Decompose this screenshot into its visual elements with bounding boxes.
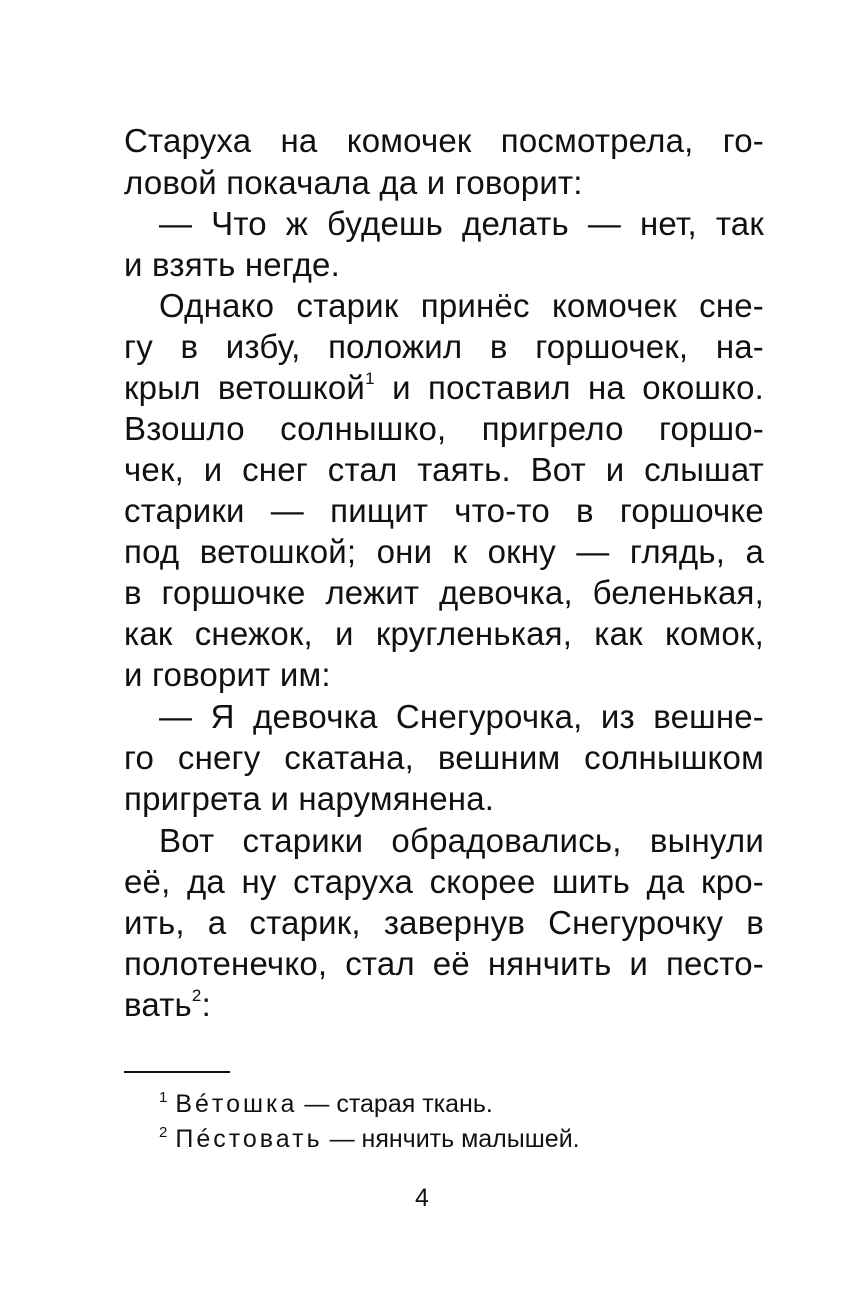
text-line: — Что ж будешь делать — нет, так bbox=[159, 205, 764, 242]
text-line: старики — пищит что-то в горшочке bbox=[124, 492, 764, 529]
text-segment: и поставил на окошко. bbox=[392, 369, 764, 406]
footnote-marker[interactable]: 2 bbox=[191, 986, 202, 1005]
text-line bbox=[124, 367, 764, 409]
text-line: и говорит им: bbox=[124, 656, 331, 693]
page-number: 4 bbox=[415, 1184, 429, 1212]
text-line: гу в избу, положил в горшочек, на- bbox=[124, 328, 764, 365]
footnote-definition: — нянчить малышей. bbox=[329, 1125, 580, 1153]
footnote-term: Пéстовать bbox=[175, 1125, 323, 1153]
text-line: полотенечко, стал её нянчить и песто- bbox=[124, 945, 764, 982]
footnote-number: 1 bbox=[159, 1089, 168, 1106]
text-line: — Я девочка Снегурочка, из вешне- bbox=[159, 698, 764, 735]
footnote-2 bbox=[159, 1117, 580, 1153]
footnote-number: 2 bbox=[159, 1124, 168, 1141]
text-line: в горшочке лежит девочка, беленькая, bbox=[124, 574, 764, 611]
footnote-divider bbox=[124, 1071, 230, 1073]
text-segment: крыл ветошкой bbox=[124, 369, 366, 406]
text-line: как снежок, и кругленькая, как комок, bbox=[124, 615, 764, 652]
text-segment: вать bbox=[124, 986, 192, 1023]
footnote-definition: — старая ткань. bbox=[304, 1090, 493, 1118]
footnote-term: Вéтошка bbox=[175, 1090, 298, 1118]
text-line: чек, и снег стал таять. Вот и слышат bbox=[124, 451, 764, 488]
footnote-1 bbox=[159, 1082, 493, 1118]
text-line: её, да ну старуха скорее шить да кро- bbox=[124, 863, 764, 900]
text-line: ить, а старик, завернув Снегурочку в bbox=[124, 904, 764, 941]
text-line: под ветошкой; они к окну — глядь, а bbox=[124, 533, 764, 570]
text-line: го снегу скатана, вешним солнышком bbox=[124, 739, 764, 776]
text-line: пригрета и нарумянена. bbox=[124, 780, 495, 817]
footnote-marker[interactable]: 1 bbox=[365, 369, 375, 388]
text-line: Вот старики обрадовались, вынули bbox=[159, 822, 764, 859]
text-line bbox=[124, 984, 764, 1026]
text-line: ловой покачала да и говорит: bbox=[124, 164, 583, 201]
text-line: и взять негде. bbox=[124, 246, 340, 283]
text-segment: : bbox=[201, 986, 211, 1023]
text-line: Старуха на комочек посмотрела, го- bbox=[124, 122, 764, 159]
text-line: Однако старик принёс комочек сне- bbox=[159, 287, 764, 324]
text-line: Взошло солнышко, пригрело горшо- bbox=[124, 410, 764, 447]
